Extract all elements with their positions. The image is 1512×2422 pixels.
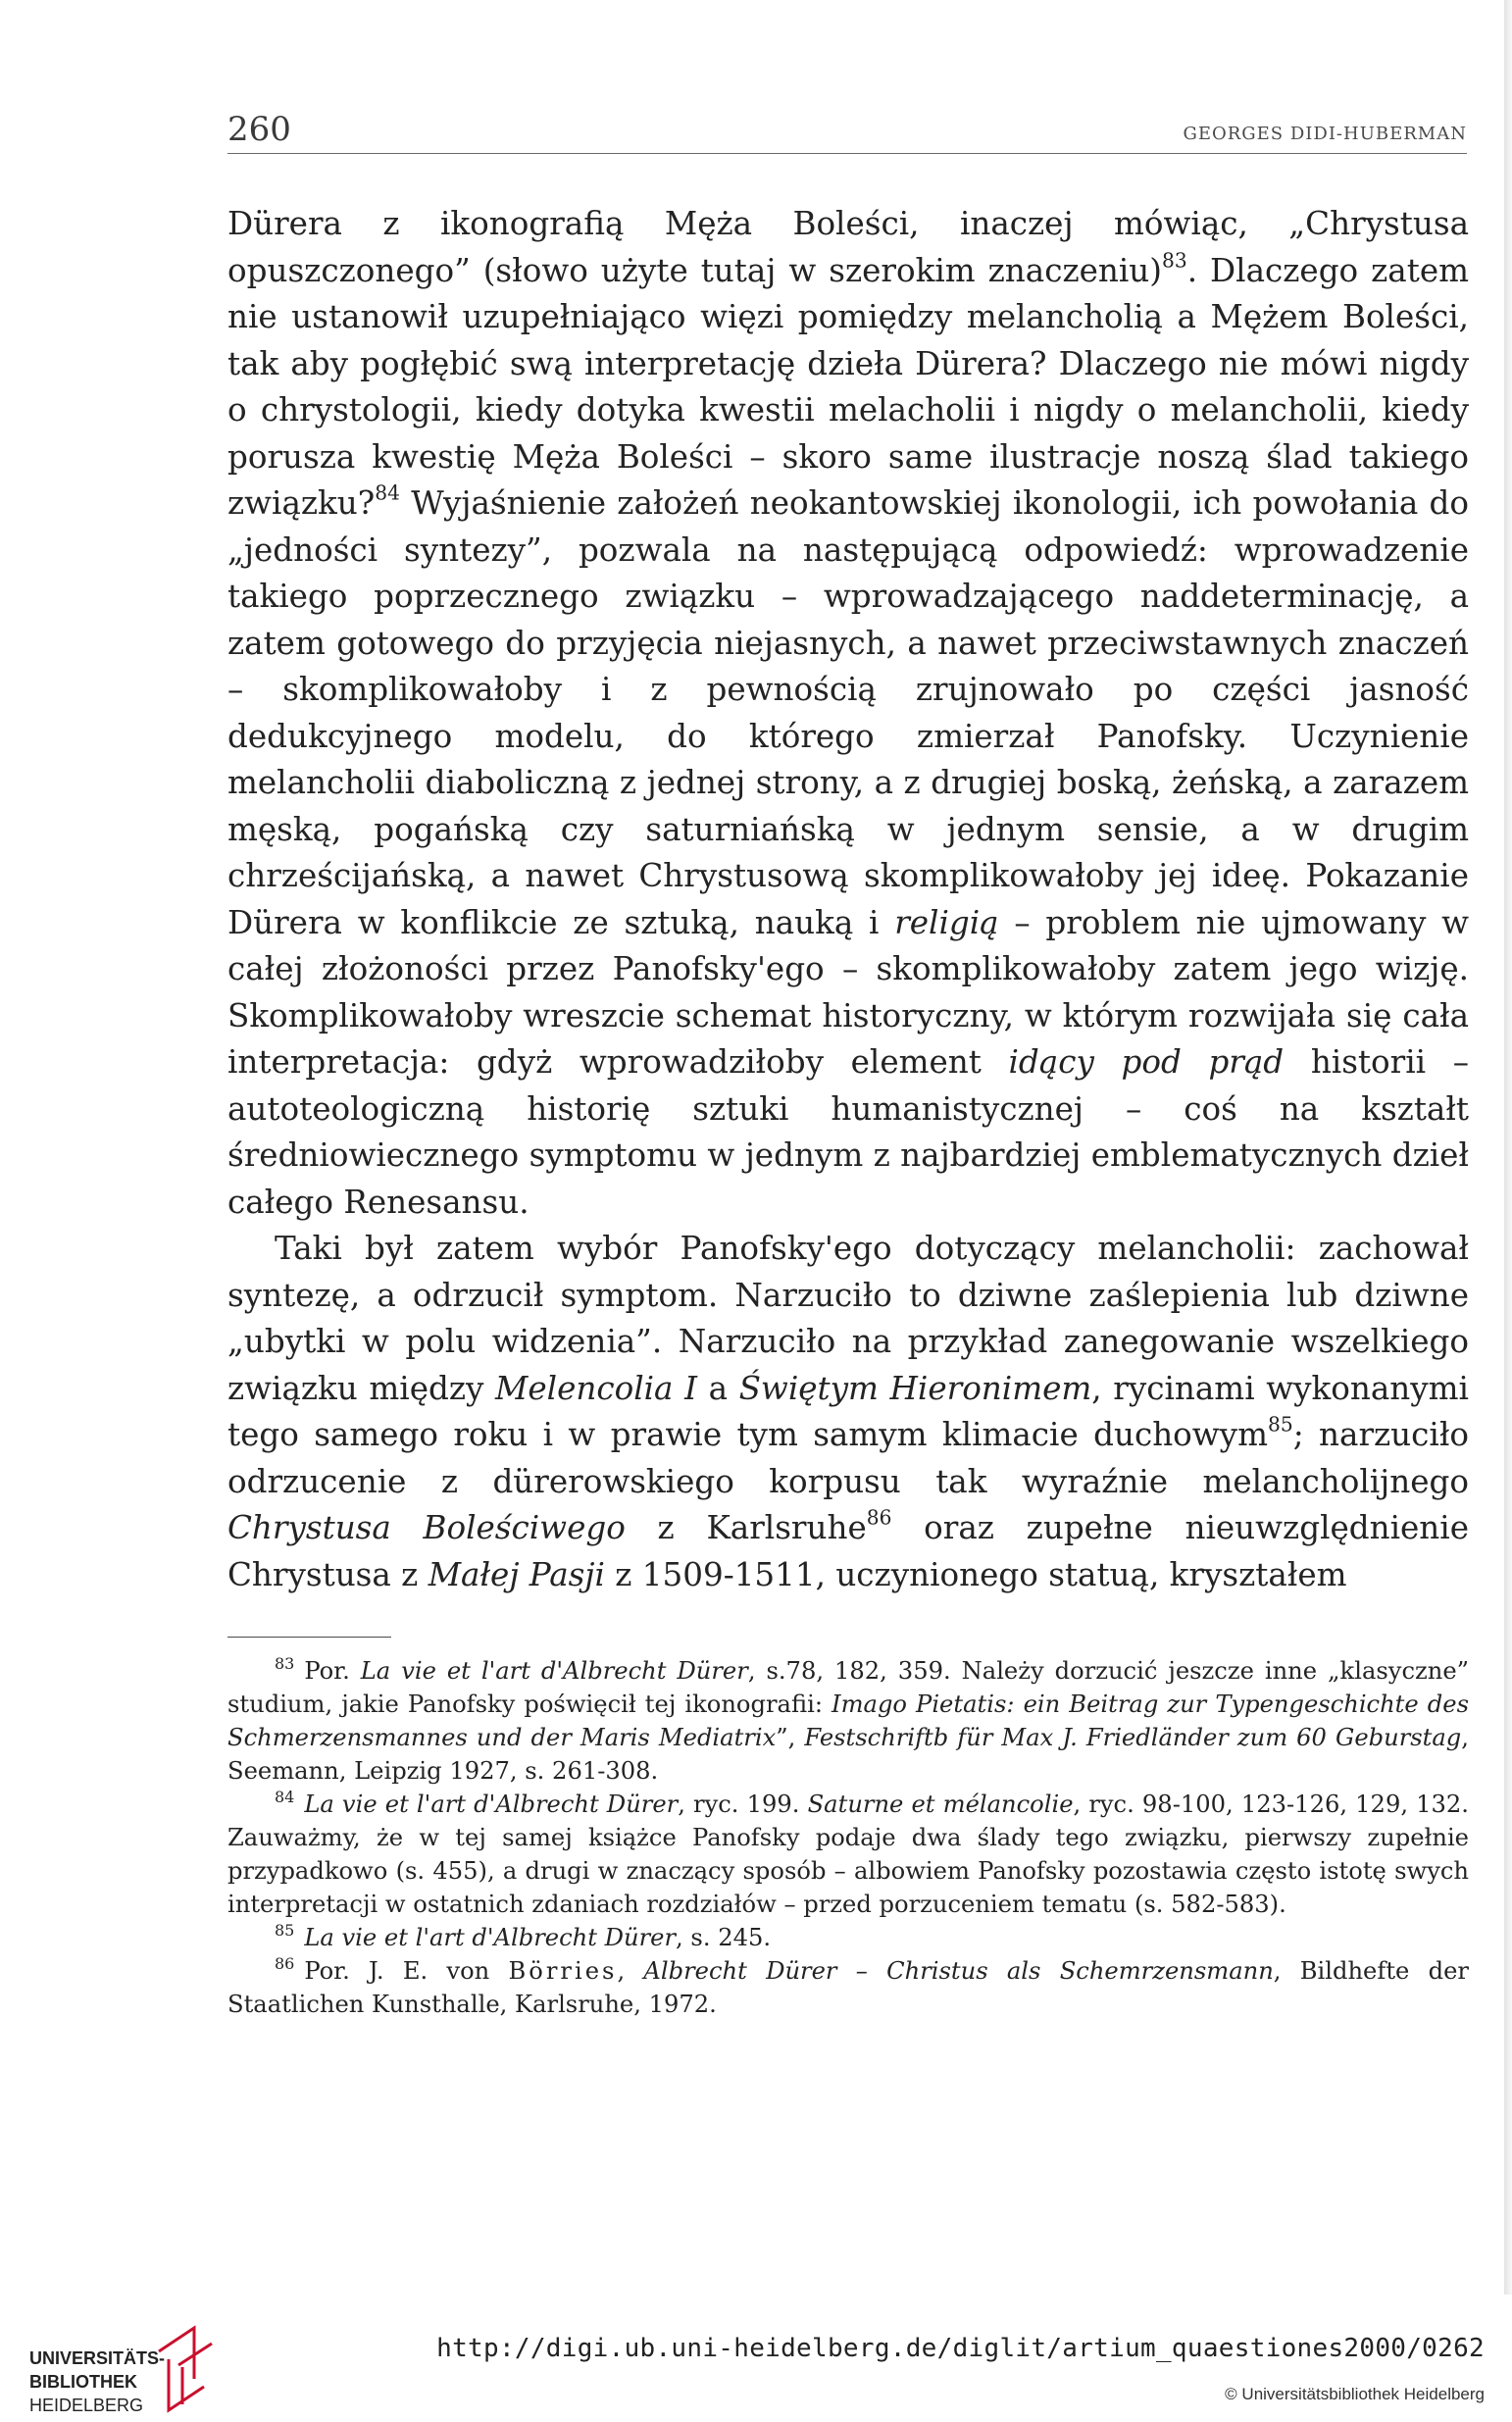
text-run: . Dlaczego zatem nie ustanowił uzupełniająco więzi pomiędzy melancholią a Mężem Boleści, tak aby pogłębić swą interpretację dzieła Dürera? Dlaczego nie mówi nigdy o chrystologii, kiedy dotyka kwestii melacholii i nigdy o melancholii, kiedy porusza kwestię Męża Boleści – skoro same ilustracje noszą ślad takiego związku? xyxy=(227,251,1469,522)
paragraph-2 xyxy=(227,1226,1469,1598)
text-run: , xyxy=(617,1957,644,1985)
text-run: , ryc. 98-100, 123-126, 129, 132. Zauważmy, że w tej samej książce Panofsky podaje dwa ślady tego związku, pierwszy zupełnie przypadkowo (s. 455), a drugi w znaczący sposób – albowiem Panofsky pozostawia często istotę swych interpretacji w ostatnich zdaniach rozdziałów – przed porzuceniem tematu (s. 582-583). xyxy=(227,1791,1469,1918)
book-title: La vie et l'art d'Albrecht Dürer xyxy=(304,1791,679,1818)
library-logo-icon xyxy=(155,2322,216,2416)
artwork-title: Melencolia I xyxy=(495,1369,697,1407)
book-title: Saturne et mélancolie xyxy=(807,1791,1074,1818)
text-run: ”, xyxy=(776,1724,805,1751)
book-title: Albrecht Dürer – Christus als Schemrzensmann xyxy=(643,1957,1274,1985)
text-run: Wyjaśnienie założeń neokantowskiej ikonologii, ich powołania do „jedności syntezy”, pozwala na następującą odpowiedź: wprowadzenie takiego poprzecznego związku – wprowadzającego naddeterminację, a zatem gotowego do przyjęcia niejasnych, a nawet przeciwstawnych znaczeń – skomplikowałoby i z pewnością zrujnowało po części jasność dedukcyjnego modelu, do którego zmierzał Panofsky. Uczynienie melancholii diaboliczną z jednej strony, a z drugiej boską, żeńską, a zarazem męską, pogańską czy saturniańską w jednym sensie, a w drugim chrześcijańską, a nawet Chrystusową skomplikowałoby jej ideę. Pokazanie Dürera w konflikcie ze sztuką, nauką i xyxy=(227,484,1469,941)
text-run: Por. xyxy=(304,1657,361,1685)
text-run: oraz zupełne nieuwzględnienie Chrystusa z xyxy=(227,1509,1469,1593)
footnote-84 xyxy=(227,1788,1469,1921)
footnote-number: 83 xyxy=(275,1654,295,1674)
text-run: z 1509-1511, uczynionego statuą, kryształem xyxy=(604,1555,1347,1593)
page-header xyxy=(227,110,1467,154)
footnote-ref-86[interactable]: 86 xyxy=(866,1505,892,1530)
emphasis: idący pod prąd xyxy=(1008,1043,1285,1081)
text-run: , Seemann, Leipzig 1927, s. 261-308. xyxy=(227,1724,1469,1785)
author-name: Börries xyxy=(508,1957,618,1985)
logo-line-3: HEIDELBERG xyxy=(29,2396,144,2415)
book-title: Festschriftb für Max J. Friedländer zum 60 Geburstag xyxy=(804,1724,1462,1751)
footnote-ref-84[interactable]: 84 xyxy=(375,480,400,505)
logo-line-2: BIBLIOTHEK xyxy=(29,2372,137,2392)
text-run: , rycinami wykonanymi tego samego roku i w prawie tym samym klimacie duchowym xyxy=(227,1369,1469,1453)
text-run: z Karlsruhe xyxy=(625,1509,867,1546)
main-text xyxy=(227,201,1469,1598)
book-title: Imago Pietatis: ein Beitrag zur Typengeschichte des Schmerzensmannes und der Maris Mediatrix xyxy=(227,1690,1469,1751)
text-run: Dürera z ikonografią Męża Boleści, inaczej mówiąc, „Chrystusa opuszczonego” (słowo użyte tutaj w szerokim znaczeniu) xyxy=(227,205,1469,289)
footnote-86 xyxy=(227,1954,1469,2021)
footnote-separator xyxy=(227,1637,391,1638)
artwork-title: Małej Pasji xyxy=(428,1555,605,1593)
footnote-number: 86 xyxy=(275,1954,295,1974)
text-run: ; narzuciło odrzucenie z dürerowskiego korpusu tak wyraźnie melancholijnego xyxy=(227,1416,1470,1500)
book-title: La vie et l'art d'Albrecht Dürer xyxy=(360,1657,748,1685)
copyright-notice: © Universitätsbibliothek Heidelberg xyxy=(1225,2385,1485,2403)
footnote-85 xyxy=(227,1921,1469,1954)
paragraph-1 xyxy=(227,201,1469,1226)
artwork-title: Chrystusa Boleściwego xyxy=(227,1509,626,1546)
text-run: historii – autoteologiczną historię sztuki humanistycznej – coś na kształt średniowiecznego symptomu w jednym z najbardziej emblematycznych dzieł całego Renesansu. xyxy=(227,1043,1469,1221)
footnote-number: 85 xyxy=(275,1921,295,1941)
footnotes xyxy=(227,1654,1469,2021)
logo-line-1: UNIVERSITÄTS- xyxy=(29,2348,166,2368)
text-run: , Bildhefte der Staatlichen Kunsthalle, Karlsruhe, 1972. xyxy=(227,1957,1469,2018)
book-title: La vie et l'art d'Albrecht Dürer xyxy=(304,1924,677,1951)
source-url-link[interactable]: http://digi.ub.uni-heidelberg.de/diglit/artium_quaestiones2000/0262 xyxy=(436,2334,1485,2363)
page-edge-shadow xyxy=(1504,0,1512,2422)
text-run: – problem nie ujmowany w całej złożoności przez Panofsky'ego – skomplikowałoby zatem jego wizję. Skomplikowałoby wreszcie schemat historyczny, w którym rozwijała się cała interpretacja: gdyż wprowadziłoby element xyxy=(227,903,1470,1081)
footnote-number: 84 xyxy=(275,1788,295,1807)
emphasis: religią xyxy=(894,903,999,941)
text-run: a xyxy=(696,1369,739,1407)
text-run: Por. J. E. von xyxy=(304,1957,509,1985)
text-run: , s.78, 182, 359. Należy dorzucić jeszcze inne „klasyczne” studium, jakie Panofsky poświęcił tej ikonografii: xyxy=(227,1657,1469,1718)
artwork-title: Świętym Hieronimem xyxy=(738,1369,1092,1407)
library-logo-text xyxy=(29,2346,165,2417)
footnote-ref-85[interactable]: 85 xyxy=(1267,1412,1293,1437)
page-number: 260 xyxy=(227,110,291,149)
text-run: Taki był zatem wybór Panofsky'ego dotyczący melancholii: zachował syntezę, a odrzucił symptom. Narzuciło to dziwne zaślepienia lub dziwne „ubytki w polu widzenia”. Narzuciło na przykład zanegowanie wszelkiego związku między xyxy=(227,1230,1469,1407)
running-head: GEORGES DIDI-HUBERMAN xyxy=(1183,124,1467,144)
footnote-ref-83[interactable]: 83 xyxy=(1161,247,1187,272)
text-run: , ryc. 199. xyxy=(678,1791,808,1818)
text-run: , s. 245. xyxy=(676,1924,772,1951)
footnote-83 xyxy=(227,1654,1469,1788)
